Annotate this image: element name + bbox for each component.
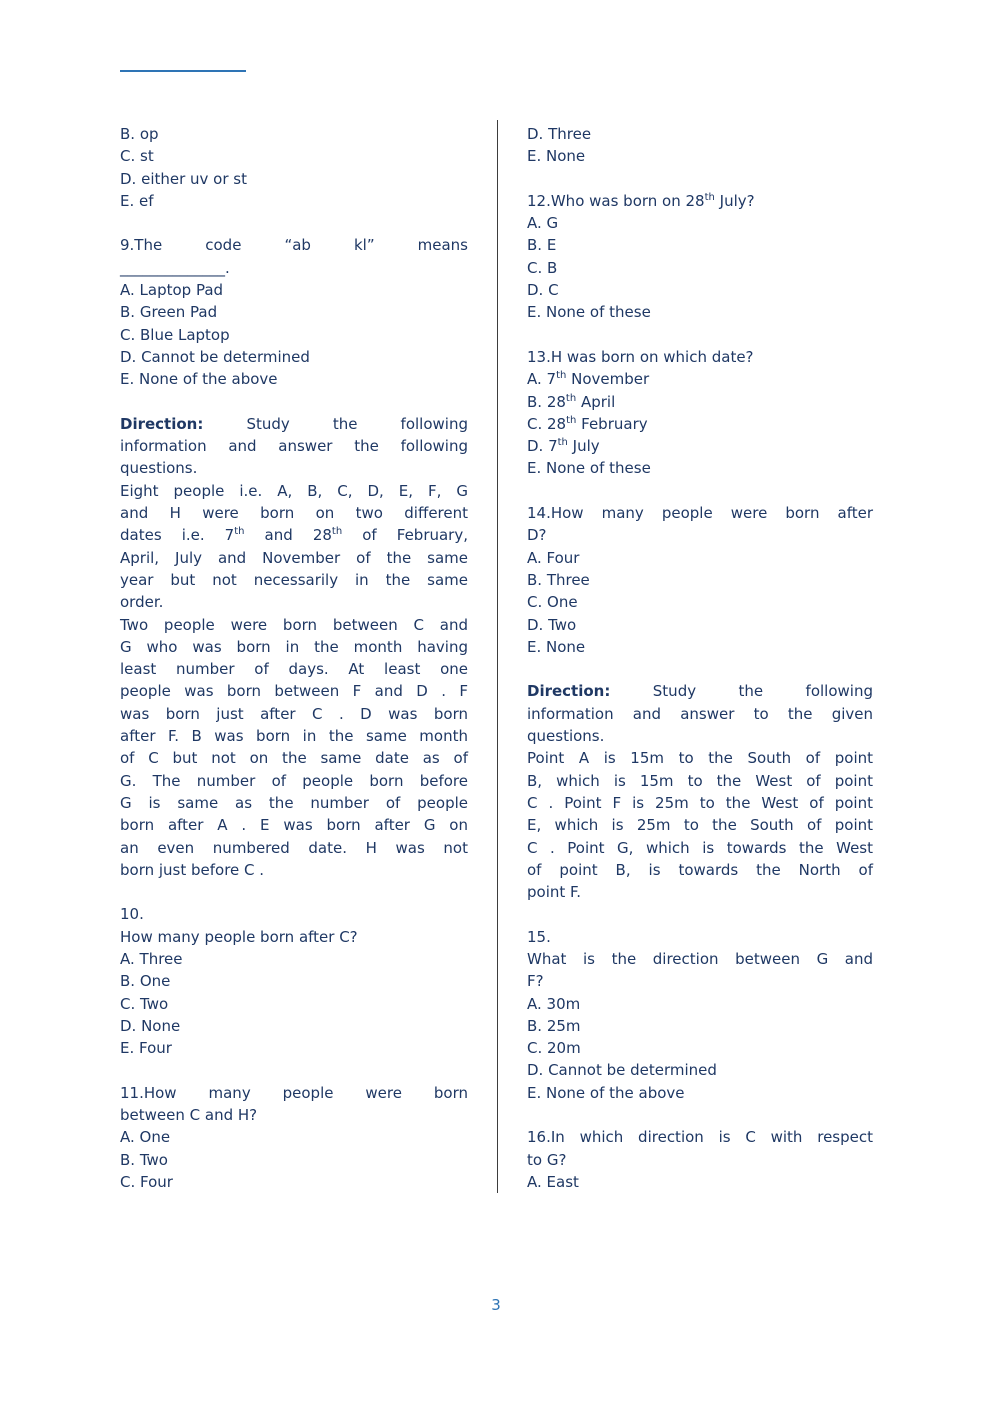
- text-line: [527, 703, 873, 725]
- text-line: [120, 614, 468, 636]
- text-segment: A. 30m: [527, 994, 581, 1013]
- text-segment: What is the direction between G and: [527, 949, 873, 968]
- question-10-options: [120, 948, 468, 1059]
- superscript-text: th: [565, 392, 577, 404]
- superscript-text: th: [556, 370, 567, 382]
- text-segment: 14.How many people were born after: [527, 504, 873, 523]
- text-segment: C. st: [120, 147, 154, 166]
- text-segment: C. 20m: [527, 1039, 581, 1058]
- text-line: [120, 257, 468, 279]
- text-line: [527, 301, 873, 323]
- text-line: [120, 792, 468, 814]
- text-segment: D. 7: [527, 437, 558, 456]
- text-segment: D. C: [527, 281, 559, 300]
- question-13-options: [527, 368, 873, 479]
- text-segment: G. The number of people born before: [120, 771, 468, 790]
- text-line: [527, 123, 873, 145]
- text-segment: C. 28: [527, 414, 567, 433]
- puzzle-paragraph-2: [120, 614, 468, 882]
- question-15-stem: [527, 948, 873, 993]
- text-line: [527, 212, 873, 234]
- text-segment: A. East: [527, 1172, 579, 1191]
- text-line: [527, 881, 873, 903]
- text-line: [120, 814, 468, 836]
- text-line: [527, 391, 873, 413]
- blank-underline: [120, 70, 246, 72]
- text-segment: born after A . E was born after G on: [120, 816, 468, 835]
- column-divider: [497, 120, 498, 1193]
- question-12-stem: [527, 190, 873, 212]
- text-line: [527, 1037, 873, 1059]
- text-line: [120, 1104, 468, 1126]
- text-line: [527, 1126, 873, 1148]
- text-line: [527, 502, 873, 524]
- text-line: [527, 837, 873, 859]
- text-segment: D. None: [120, 1016, 181, 1035]
- right-column: [527, 123, 873, 1193]
- text-segment: to G?: [527, 1150, 567, 1169]
- text-line: [120, 591, 468, 613]
- text-line: [120, 970, 468, 992]
- text-segment: B. 28: [527, 392, 566, 411]
- text-line: [120, 903, 468, 925]
- text-segment: E. None: [527, 637, 586, 656]
- text-line: [120, 859, 468, 881]
- text-segment: was born just after C . D was born: [120, 704, 468, 723]
- question-13-stem: [527, 346, 873, 368]
- text-segment: E. None of the above: [527, 1083, 685, 1102]
- text-line: [527, 993, 873, 1015]
- text-line: [527, 413, 873, 435]
- text-segment: Direction:: [527, 682, 611, 701]
- text-segment: dates i.e. 7: [120, 526, 235, 545]
- text-segment: F?: [527, 972, 544, 991]
- text-segment: least number of days. At least one: [120, 660, 468, 679]
- text-segment: year but not necessarily in the same: [120, 570, 468, 589]
- text-line: [120, 837, 468, 859]
- question-12-options: [527, 212, 873, 323]
- text-line: [120, 168, 468, 190]
- text-segment: 15.: [527, 927, 551, 946]
- text-segment: D. Cannot be determined: [120, 347, 310, 366]
- page-number: 3: [491, 1296, 501, 1314]
- superscript-text: th: [704, 191, 715, 203]
- text-segment: B. Green Pad: [120, 303, 218, 322]
- text-line: [120, 435, 468, 457]
- text-line: [527, 926, 873, 948]
- text-segment: D. Three: [527, 125, 592, 143]
- question-15-number: [527, 926, 873, 948]
- text-segment: questions.: [120, 459, 198, 478]
- text-line: [527, 770, 873, 792]
- text-line: [527, 970, 873, 992]
- text-segment: C. Blue Laptop: [120, 325, 230, 344]
- text-line: [120, 680, 468, 702]
- text-line: [527, 1015, 873, 1037]
- text-segment: Eight people i.e. A, B, C, D, E, F, G: [120, 481, 468, 500]
- text-line: [527, 747, 873, 769]
- text-segment: E. None of these: [527, 303, 651, 322]
- text-line: [120, 725, 468, 747]
- text-segment: and 28: [244, 526, 332, 545]
- text-segment: information and answer the following: [120, 437, 468, 456]
- text-line: [120, 1082, 468, 1104]
- text-segment: Direction:: [120, 414, 204, 433]
- text-line: [120, 658, 468, 680]
- text-segment: of point B, is towards the North of: [527, 860, 873, 879]
- text-line: [120, 948, 468, 970]
- text-line: [527, 1171, 873, 1193]
- text-segment: point F.: [527, 883, 582, 902]
- text-segment: born just before C .: [120, 860, 265, 879]
- direction-2: [527, 680, 873, 747]
- text-line: [120, 324, 468, 346]
- text-line: [120, 1037, 468, 1059]
- text-segment: A. Laptop Pad: [120, 281, 224, 300]
- superscript-text: th: [557, 437, 568, 449]
- text-segment: order.: [120, 593, 164, 612]
- text-segment: 13.H was born on which date?: [527, 347, 754, 366]
- text-line: [120, 569, 468, 591]
- text-segment: G is same as the number of people: [120, 793, 468, 812]
- question-8-options: [120, 123, 468, 212]
- text-segment: Study the following: [203, 414, 468, 433]
- text-segment: February: [576, 414, 648, 433]
- text-segment: E. Four: [120, 1039, 172, 1058]
- text-line: [527, 591, 873, 613]
- text-line: [527, 145, 873, 167]
- text-line: [527, 725, 873, 747]
- text-segment: A. Three: [120, 949, 183, 968]
- direction-1: [120, 413, 468, 480]
- text-segment: ______________.: [120, 258, 230, 277]
- text-line: [527, 257, 873, 279]
- question-9-options: [120, 279, 468, 390]
- text-line: [527, 346, 873, 368]
- text-segment: April, July and November of the same: [120, 548, 468, 567]
- text-line: [527, 234, 873, 256]
- question-11-options-continued: [527, 123, 873, 168]
- text-segment: Point A is 15m to the South of point: [527, 749, 873, 768]
- text-line: [527, 636, 873, 658]
- text-segment: E, which is 25m to the South of point: [527, 816, 873, 835]
- text-line: [120, 368, 468, 390]
- text-segment: C . Point G, which is towards the West: [527, 838, 873, 857]
- text-segment: B. One: [120, 972, 171, 991]
- text-segment: people was born between F and D . F: [120, 682, 468, 701]
- text-line: [120, 123, 468, 145]
- text-line: [527, 614, 873, 636]
- text-line: [527, 1059, 873, 1081]
- text-line: [527, 680, 873, 702]
- text-segment: July: [567, 437, 600, 456]
- text-segment: E. None of these: [527, 459, 651, 478]
- left-column: [120, 123, 468, 1193]
- text-segment: April: [576, 392, 616, 411]
- text-segment: July?: [714, 191, 755, 210]
- text-segment: A. Four: [527, 548, 580, 567]
- text-line: [120, 1171, 468, 1193]
- text-segment: 9.The code “ab kl” means: [120, 236, 468, 255]
- text-segment: C. One: [527, 593, 578, 612]
- question-16-options: [527, 1171, 873, 1193]
- text-segment: A. G: [527, 214, 559, 233]
- text-segment: C. Four: [120, 1172, 173, 1191]
- superscript-text: th: [331, 526, 343, 538]
- text-segment: D. either uv or st: [120, 169, 247, 188]
- text-segment: and H were born on two different: [120, 504, 468, 523]
- text-line: [120, 457, 468, 479]
- text-segment: E. None: [527, 147, 586, 166]
- text-line: [120, 1149, 468, 1171]
- question-14-options: [527, 547, 873, 658]
- text-line: [120, 926, 468, 948]
- text-segment: C. Two: [120, 994, 169, 1013]
- text-line: [120, 747, 468, 769]
- text-segment: of C but not on the same date as of: [120, 749, 468, 768]
- text-segment: Two people were born between C and: [120, 615, 468, 634]
- text-segment: B. 25m: [527, 1016, 581, 1035]
- text-line: [527, 569, 873, 591]
- text-segment: B. E: [527, 236, 557, 255]
- text-segment: 16.In which direction is C with respect: [527, 1128, 873, 1147]
- text-line: [120, 770, 468, 792]
- text-segment: 10.: [120, 905, 144, 924]
- question-14-stem: [527, 502, 873, 547]
- text-segment: E. ef: [120, 191, 154, 210]
- text-segment: C . Point F is 25m to the West of point: [527, 793, 873, 812]
- text-line: [527, 435, 873, 457]
- text-segment: E. None of the above: [120, 370, 278, 389]
- text-line: [120, 502, 468, 524]
- text-line: [120, 1015, 468, 1037]
- text-line: [120, 1126, 468, 1148]
- text-segment: D. Cannot be determined: [527, 1061, 717, 1080]
- text-line: [120, 547, 468, 569]
- text-segment: G who was born in the month having: [120, 637, 468, 656]
- text-segment: D. Two: [527, 615, 577, 634]
- text-segment: A. 7: [527, 370, 557, 389]
- text-segment: of February,: [342, 526, 468, 545]
- question-9-stem: [120, 234, 468, 279]
- text-segment: information and answer to the given: [527, 704, 873, 723]
- text-segment: November: [566, 370, 650, 389]
- superscript-text: th: [234, 526, 245, 538]
- text-line: [527, 1149, 873, 1171]
- text-line: [120, 234, 468, 256]
- text-segment: D?: [527, 526, 547, 545]
- text-segment: B. Three: [527, 570, 590, 589]
- puzzle-paragraph-1: [120, 480, 468, 614]
- direction-paragraph-2: [527, 747, 873, 903]
- question-10-stem: [120, 903, 468, 948]
- text-segment: How many people born after C?: [120, 927, 358, 946]
- text-line: [527, 948, 873, 970]
- text-segment: B. op: [120, 125, 159, 143]
- text-segment: Study the following: [610, 682, 873, 701]
- text-line: [120, 703, 468, 725]
- text-line: [527, 792, 873, 814]
- text-line: [527, 524, 873, 546]
- text-segment: A. One: [120, 1128, 171, 1147]
- text-line: [527, 457, 873, 479]
- question-11-options: [120, 1126, 468, 1193]
- text-line: [120, 413, 468, 435]
- text-line: [527, 279, 873, 301]
- question-16-stem: [527, 1126, 873, 1171]
- text-line: [527, 1082, 873, 1104]
- text-line: [120, 301, 468, 323]
- text-line: [527, 368, 873, 390]
- text-segment: C. B: [527, 258, 558, 277]
- text-segment: after F. B was born in the same month: [120, 727, 468, 746]
- text-segment: B. Two: [120, 1150, 168, 1169]
- text-segment: 12.Who was born on 28: [527, 191, 705, 210]
- question-15-options: [527, 993, 873, 1104]
- text-line: [120, 346, 468, 368]
- text-line: [527, 859, 873, 881]
- text-segment: B, which is 15m to the West of point: [527, 771, 873, 790]
- text-segment: questions.: [527, 727, 605, 746]
- text-line: [527, 547, 873, 569]
- text-line: [120, 190, 468, 212]
- text-line: [120, 145, 468, 167]
- text-line: [120, 993, 468, 1015]
- superscript-text: th: [566, 414, 577, 426]
- text-segment: 11.How many people were born: [120, 1083, 468, 1102]
- text-line: [120, 279, 468, 301]
- text-line: [527, 814, 873, 836]
- text-segment: between C and H?: [120, 1106, 258, 1125]
- text-line: [120, 480, 468, 502]
- text-line: [120, 636, 468, 658]
- question-11-stem: [120, 1082, 468, 1127]
- text-segment: an even numbered date. H was not: [120, 838, 468, 857]
- text-line: [120, 524, 468, 546]
- text-line: [527, 190, 873, 212]
